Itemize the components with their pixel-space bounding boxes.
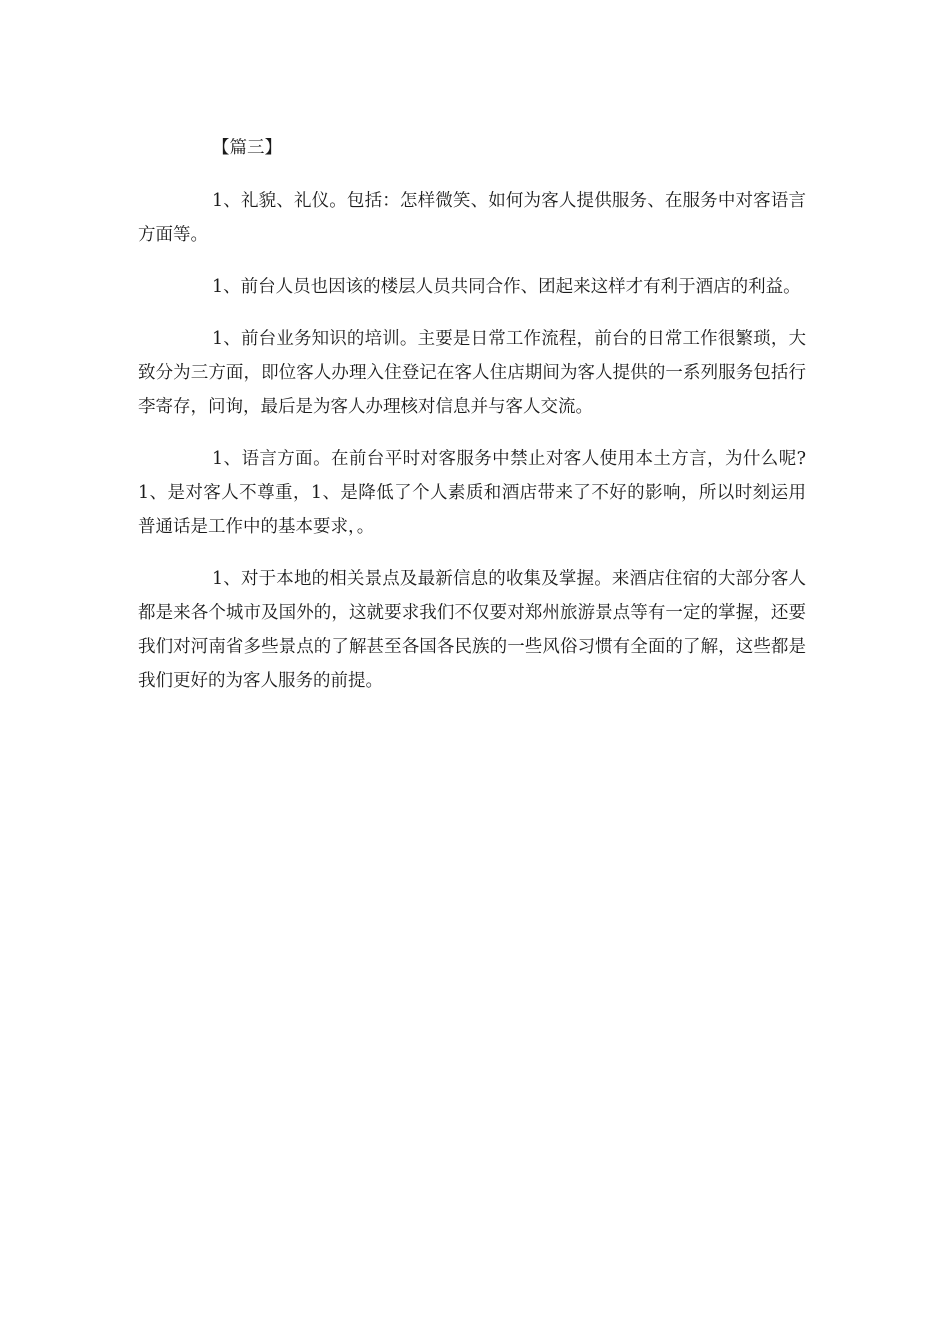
- document-page: [138, 132, 806, 716]
- paragraph-language: 1、语言方面。在前台平时对客服务中禁止对客人使用本土方言，为什么呢?1、是对客人不尊重，1、是降低了个人素质和酒店带来了不好的影响，所以时刻运用普通话是工作中的基本要求，。: [138, 449, 806, 537]
- paragraph-local-attractions: 1、对于本地的相关景点及最新信息的收集及掌握。来酒店住宿的大部分客人都是来各个城市及国外的，这就要求我们不仅要对郑州旅游景点等有一定的掌握，还要我们对河南省多些景点的了解甚至各国各民族的一些风俗习惯有全面的了解，这些都是我们更好的为客人服务的前提。: [138, 569, 806, 691]
- section-heading: 【篇三】: [212, 138, 282, 158]
- paragraph-etiquette: 1、礼貌、礼仪。包括：怎样微笑、如何为客人提供服务、在服务中对客语言方面等。: [138, 191, 806, 245]
- paragraph-business-knowledge: 1、前台业务知识的培训。主要是日常工作流程，前台的日常工作很繁琐，大致分为三方面，即位客人办理入住登记在客人住店期间为客人提供的一系列服务包括行李寄存，问询，最后是为客人办理核对信息并与客人交流。: [138, 329, 806, 417]
- paragraph-cooperation: 1、前台人员也因该的楼层人员共同合作、团起来这样才有利于酒店的利益。: [212, 277, 801, 297]
